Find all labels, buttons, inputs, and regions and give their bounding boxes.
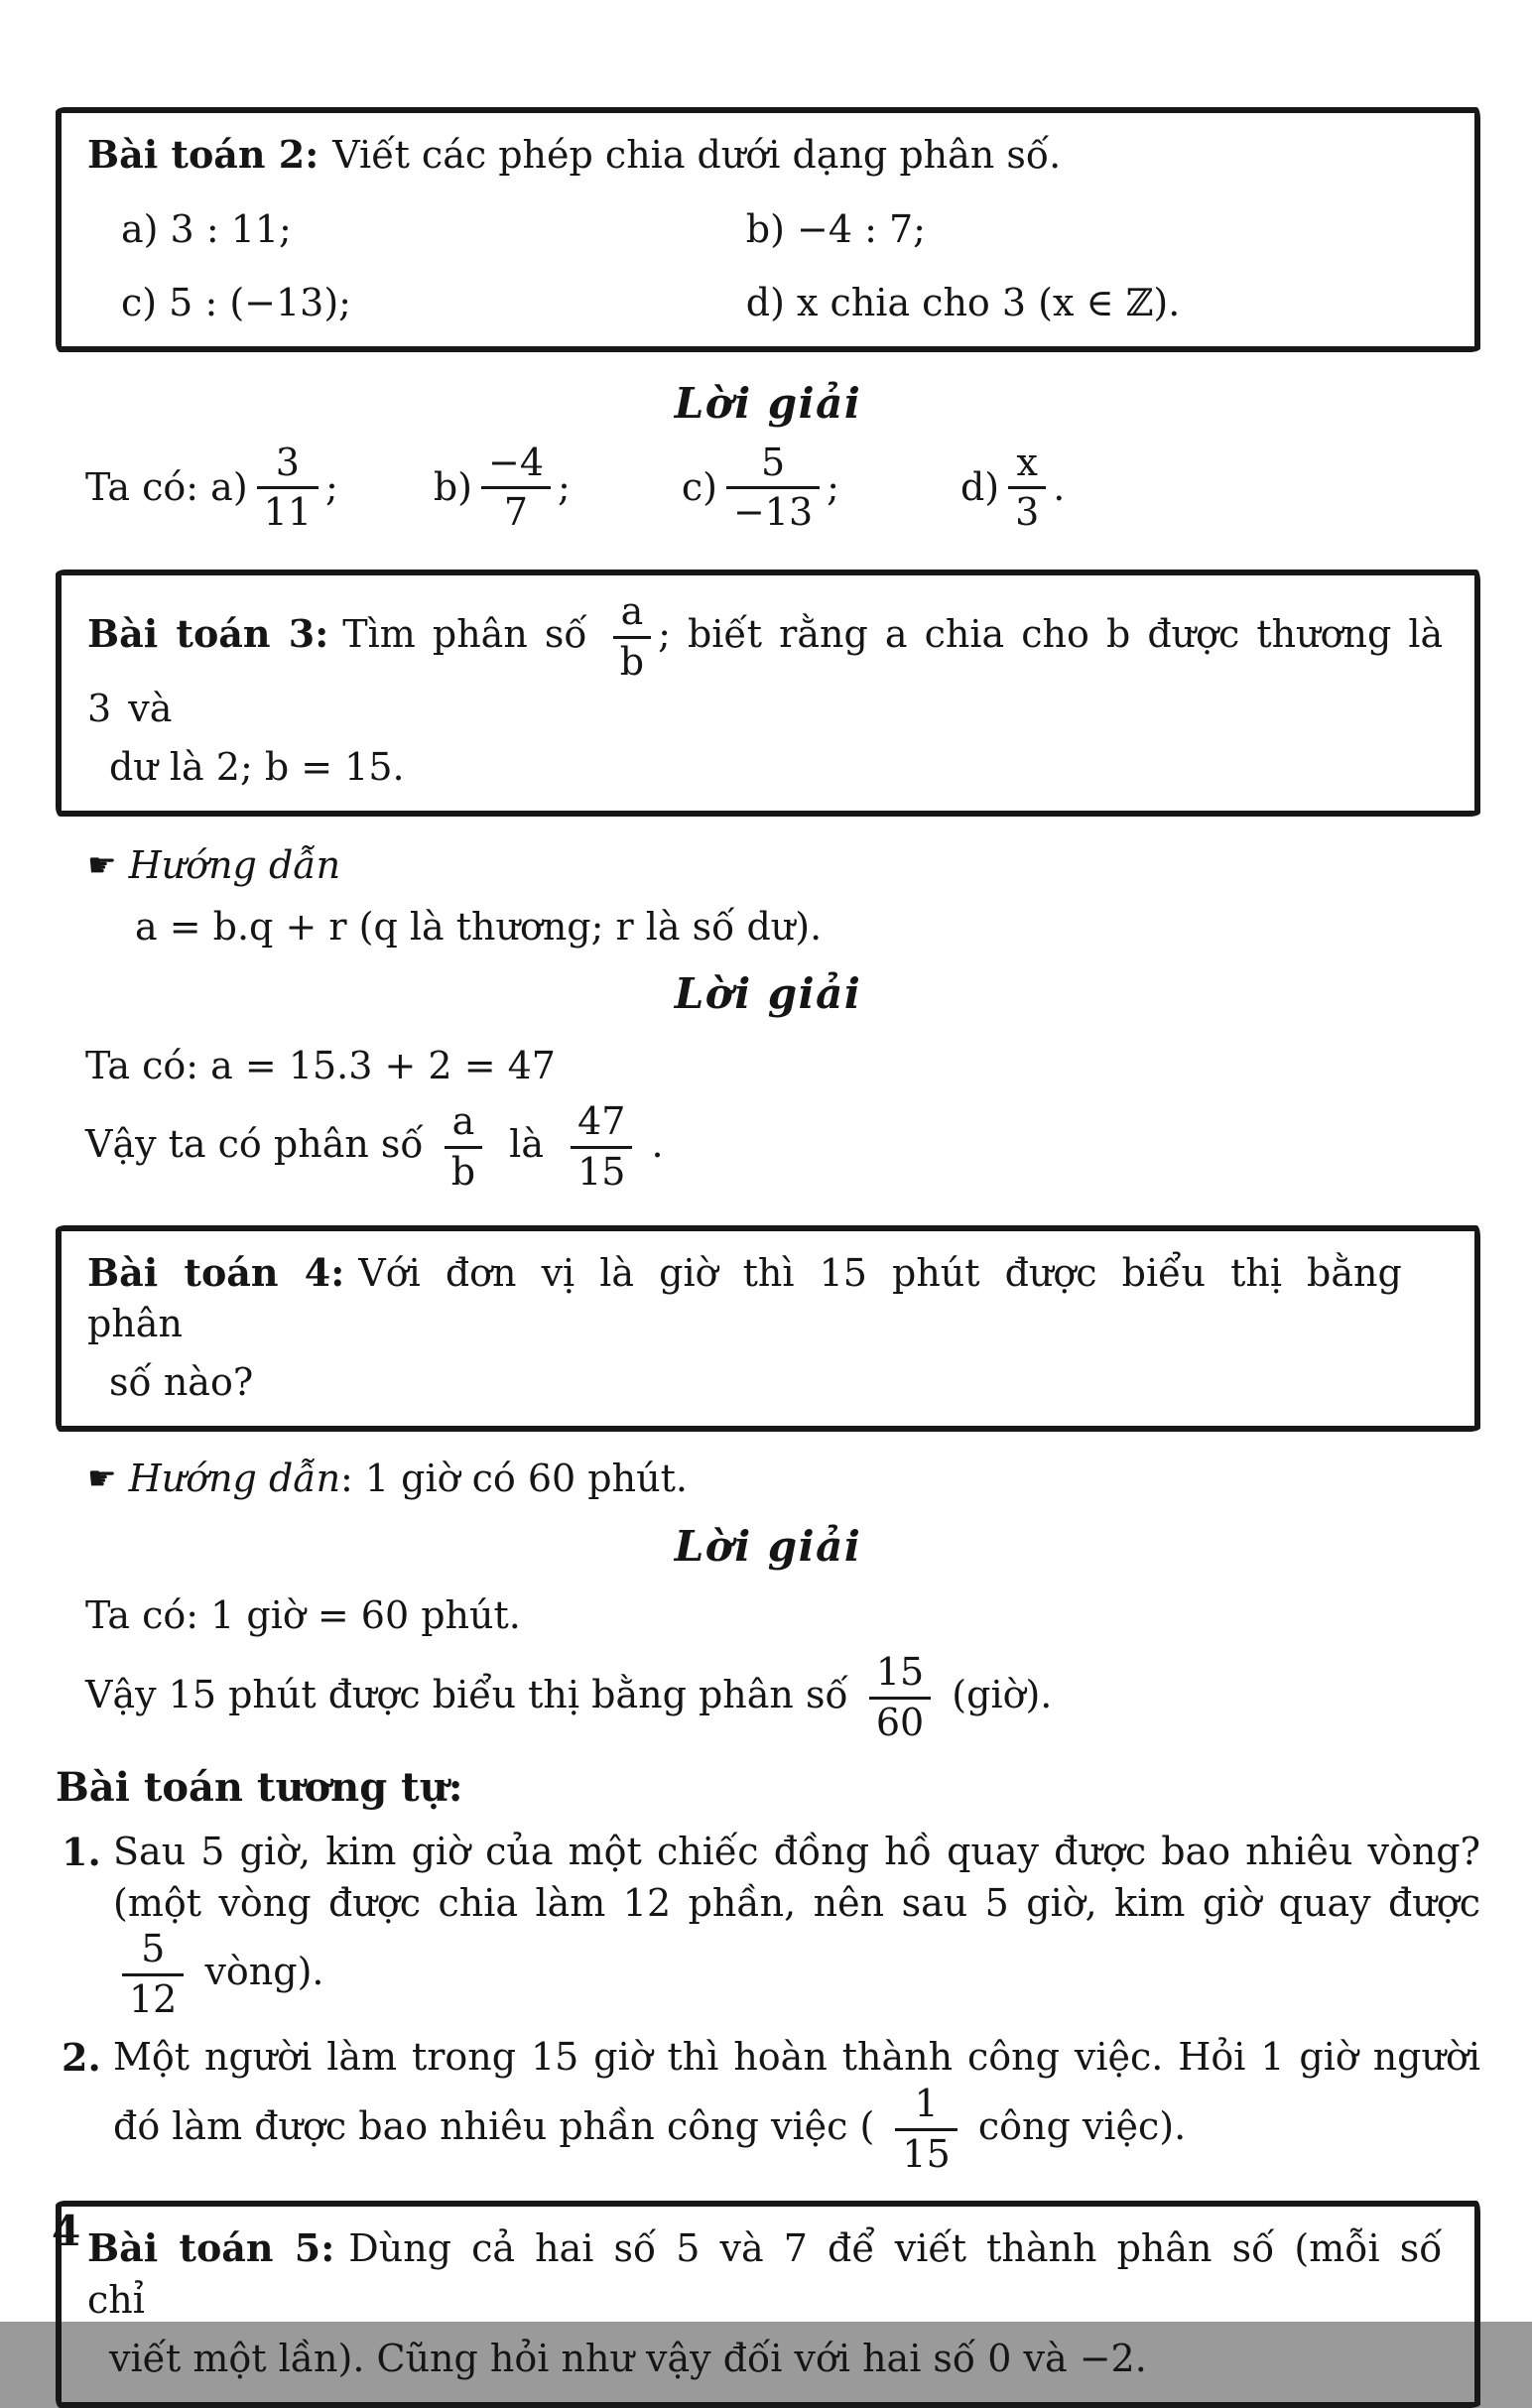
problem-4-solution-line2: [85, 1649, 1480, 1744]
fraction-15-60: $\frac{15}{60}$: [869, 1652, 931, 1744]
fraction-bar: [869, 1697, 931, 1700]
problem-2-title-text: Viết các phép chia dưới dạng phân số.: [332, 133, 1062, 177]
fraction-bar: [122, 1973, 184, 1976]
pointing-hand-icon: ☛: [87, 1458, 117, 1498]
problem-5-box: [56, 2201, 1480, 2408]
item-text: [113, 2032, 1480, 2175]
pointing-hand-icon: ☛: [87, 845, 117, 885]
problem-4-title-text: Với đơn vị là giờ thì 15 phút được biểu thị bằng phân: [87, 1250, 1402, 1345]
guide-label: Hướng dẫn: [128, 1457, 341, 1501]
solution-heading-problem-2: Lời giải: [674, 378, 862, 428]
problem-5-title-line2: viết một lần). Cũng hỏi như vậy đối với hai số 0 và −2.: [109, 2336, 1147, 2380]
fraction-bar: [571, 1146, 632, 1149]
problem-4-solution-line1: Ta có: 1 giờ = 60 phút.: [85, 1593, 521, 1638]
solution-end: .: [651, 1121, 664, 1166]
problem-3-title-post: ; biết rằng a chia cho b được thương là 3 và: [87, 611, 1444, 730]
similar-item-2: [62, 2032, 1480, 2175]
item-text: [113, 1827, 1480, 2020]
solution-prefix: Ta có: a): [85, 465, 248, 510]
problem-5-title-line1: [87, 2222, 1451, 2326]
solution-heading-problem-3: Lời giải: [674, 968, 862, 1018]
fraction-bar: [257, 486, 319, 489]
separator: ;: [827, 465, 839, 510]
fraction-bar: [481, 486, 551, 489]
problem-4-box: [56, 1225, 1480, 1433]
solution-pre: Vậy 15 phút được biểu thị bằng phân số: [85, 1672, 848, 1716]
solution-mid: là: [509, 1121, 544, 1166]
problem-3-solution-line2: [85, 1098, 1480, 1194]
fraction-neg4-7: $\frac{-4}{7}$: [481, 443, 551, 535]
fraction-5-12: $\frac{5}{12}$: [122, 1929, 184, 2021]
solution-pre: Vậy ta có phân số: [85, 1121, 424, 1166]
fraction-47-15: $\frac{47}{15}$: [571, 1101, 632, 1194]
fraction-a-b: $\frac{a}{b}$: [613, 591, 651, 684]
problem-2-box: [56, 107, 1480, 352]
fraction-a-b: $\frac{a}{b}$: [445, 1101, 482, 1194]
item-number: 2.: [62, 2035, 101, 2081]
item-number: 1.: [62, 1830, 101, 1875]
division-formula: a = b.q + r (q là thương; r là số dư).: [135, 904, 823, 949]
label-d: d): [959, 465, 1000, 510]
problem-2-item-b: b) −4 : 7;: [745, 207, 926, 252]
fraction-bar: [613, 636, 651, 639]
problem-3-title: [87, 591, 1451, 734]
problem-3-solution-line1: Ta có: a = 15.3 + 2 = 47: [85, 1043, 556, 1087]
problem-3-title-pre: Tìm phân số: [342, 611, 587, 656]
guide-heading-problem-4: [87, 1454, 1480, 1504]
problem-2-item-c: c) 5 : (−13);: [121, 280, 351, 324]
similar-item-1: [62, 1827, 1480, 2020]
solution-post: (giờ).: [952, 1672, 1053, 1716]
problem-4-label: Bài toán 4:: [87, 1249, 345, 1295]
label-b: b): [433, 465, 472, 510]
fraction-5-neg13: $\frac{5}{-13}$: [726, 443, 820, 535]
problem-4-title-line1: [87, 1247, 1451, 1350]
problem-5-label: Bài toán 5:: [87, 2225, 335, 2271]
separator: ;: [325, 465, 338, 510]
problem-2-item-d: d) x chia cho 3 (x ∈ ℤ).: [745, 280, 1181, 324]
item-text-pre: Một người làm trong 15 giờ thì hoàn thành công việc. Hỏi 1 giờ người đó làm được bao nhiêu phần công việc (: [113, 2035, 1480, 2148]
separator: .: [1053, 465, 1066, 510]
item-text-post: vòng).: [204, 1949, 324, 1993]
separator: ;: [558, 465, 571, 510]
item-text-post: công việc).: [977, 2103, 1187, 2148]
fraction-bar: [895, 2128, 957, 2131]
problem-2-item-a: a) 3 : 11;: [121, 207, 292, 252]
label-c: c): [681, 465, 717, 510]
fraction-bar: [726, 486, 820, 489]
guide-text: : 1 giờ có 60 phút.: [340, 1457, 688, 1501]
guide-heading-problem-3: [87, 840, 1480, 891]
item-text-pre: Sau 5 giờ, kim giờ của một chiếc đồng hồ quay được bao nhiêu vòng? (một vòng được chia làm 12 phần, nên sau 5 giờ, kim giờ quay được: [113, 1830, 1480, 1925]
fraction-x-3: $\frac{x}{3}$: [1008, 443, 1046, 535]
problem-2-label: Bài toán 2:: [87, 132, 319, 177]
problem-2-title: [87, 129, 1451, 181]
fraction-1-15: $\frac{1}{15}$: [895, 2084, 957, 2176]
problem-4-title-line2: số nào?: [109, 1360, 254, 1405]
fraction-3-11: $\frac{3}{11}$: [257, 443, 319, 535]
problem-3-box: [56, 570, 1480, 817]
problem-5-title-text: Dùng cả hai số 5 và 7 để viết thành phân số (mỗi số chỉ: [87, 2226, 1443, 2322]
solution-heading-problem-4: Lời giải: [674, 1521, 862, 1571]
page-number: 4: [52, 2207, 81, 2256]
fraction-bar: [445, 1146, 482, 1149]
fraction-bar: [1008, 486, 1046, 489]
problem-3-title-line2: dư là 2; b = 15.: [109, 745, 405, 790]
guide-label: Hướng dẫn: [128, 843, 341, 888]
problem-2-solution-row: [85, 440, 1480, 535]
problem-3-label: Bài toán 3:: [87, 610, 329, 656]
problem-2-items: [87, 204, 1451, 328]
similar-problems-heading: Bài toán tương tự:: [56, 1764, 463, 1812]
